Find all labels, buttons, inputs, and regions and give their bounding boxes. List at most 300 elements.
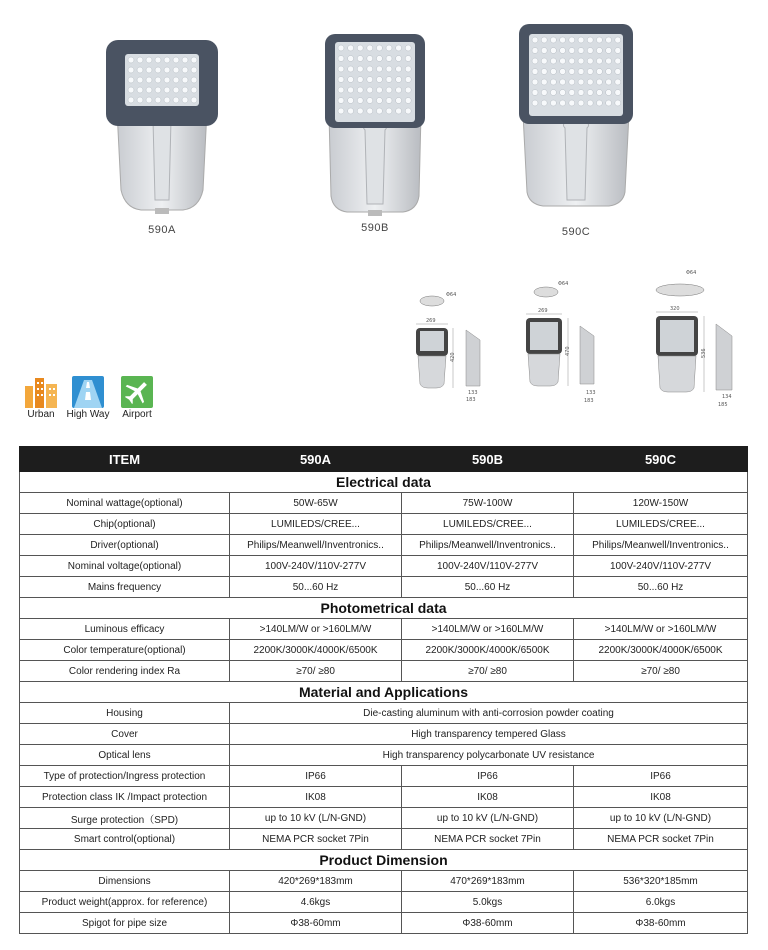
led-chip <box>606 100 612 106</box>
led-chip <box>338 108 344 114</box>
table-row <box>20 829 748 850</box>
table-header-row <box>20 447 748 472</box>
specification-table <box>19 446 748 934</box>
dim-depth-2: 183 <box>584 398 594 404</box>
row-label: Housing <box>20 703 230 724</box>
row-label: Spigot for pipe size <box>20 913 230 934</box>
cell-590a: ≥70/ ≥80 <box>230 661 402 682</box>
led-chip <box>386 87 392 93</box>
led-chip <box>606 90 612 96</box>
led-chip <box>182 87 188 93</box>
led-chip <box>182 77 188 83</box>
cell-all-models: High transparency polycarbonate UV resistance <box>230 745 748 766</box>
cell-590a: IK08 <box>230 787 402 808</box>
led-chip <box>550 69 556 75</box>
led-chip <box>560 48 566 54</box>
led-chip <box>376 98 382 104</box>
cell-590a: >140LM/W or >160LM/W <box>230 619 402 640</box>
led-chip <box>338 77 344 83</box>
dimension-drawing-590a <box>408 290 498 405</box>
cell-590c: 50...60 Hz <box>574 577 748 598</box>
cell-590c: Φ38-60mm <box>574 913 748 934</box>
cell-590b: Philips/Meanwell/Inventronics.. <box>402 535 574 556</box>
led-chip <box>386 108 392 114</box>
table-row <box>20 892 748 913</box>
led-chip <box>578 48 584 54</box>
led-chip <box>173 77 179 83</box>
row-label: Protection class IK /Impact protection <box>20 787 230 808</box>
table-row <box>20 787 748 808</box>
led-chip <box>405 56 411 62</box>
led-chip <box>396 66 402 72</box>
led-chip <box>532 90 538 96</box>
cell-590b: 50...60 Hz <box>402 577 574 598</box>
section-row <box>20 598 748 619</box>
led-chip <box>569 48 575 54</box>
led-chip <box>550 37 556 43</box>
application-label: Urban <box>27 409 55 420</box>
led-chip <box>164 67 170 73</box>
cell-590c: 6.0kgs <box>574 892 748 913</box>
table-row <box>20 640 748 661</box>
cell-590a: 100V-240V/110V-277V <box>230 556 402 577</box>
led-chip <box>367 66 373 72</box>
led-chip <box>173 97 179 103</box>
cell-590c: ≥70/ ≥80 <box>574 661 748 682</box>
dim-phi: Φ64 <box>558 281 569 287</box>
row-label: Optical lens <box>20 745 230 766</box>
section-title: Material and Applications <box>20 682 748 703</box>
led-chip <box>146 77 152 83</box>
cell-590a: 50...60 Hz <box>230 577 402 598</box>
dim-width: 320 <box>670 306 680 312</box>
cell-590b: >140LM/W or >160LM/W <box>402 619 574 640</box>
led-chip <box>348 77 354 83</box>
table-row <box>20 766 748 787</box>
led-chip <box>164 77 170 83</box>
led-chip <box>569 90 575 96</box>
led-chip <box>550 90 556 96</box>
cell-590b: IK08 <box>402 787 574 808</box>
row-label: Dimensions <box>20 871 230 892</box>
section-title: Electrical data <box>20 472 748 493</box>
cell-590c: NEMA PCR socket 7Pin <box>574 829 748 850</box>
led-chip <box>137 77 143 83</box>
cell-all-models: High transparency tempered Glass <box>230 724 748 745</box>
led-chip <box>367 45 373 51</box>
row-label: Luminous efficacy <box>20 619 230 640</box>
section-row <box>20 850 748 871</box>
cell-590a: 4.6kgs <box>230 892 402 913</box>
led-chip <box>560 79 566 85</box>
led-chip <box>569 100 575 106</box>
led-chip <box>587 90 593 96</box>
led-chip <box>405 87 411 93</box>
led-chip <box>587 69 593 75</box>
row-label: Nominal wattage(optional) <box>20 493 230 514</box>
led-chip <box>541 90 547 96</box>
led-chip <box>137 67 143 73</box>
led-chip <box>615 37 621 43</box>
led-chip <box>587 100 593 106</box>
led-chip <box>606 58 612 64</box>
cell-590a: 50W-65W <box>230 493 402 514</box>
led-chip <box>587 58 593 64</box>
dim-depth-2: 183 <box>466 397 476 403</box>
application-urban <box>21 376 61 420</box>
row-label: Mains frequency <box>20 577 230 598</box>
led-chip <box>376 56 382 62</box>
cell-590c: Philips/Meanwell/Inventronics.. <box>574 535 748 556</box>
header-590b: 590B <box>402 447 574 472</box>
cell-590a: LUMILEDS/CREE... <box>230 514 402 535</box>
led-chip <box>396 108 402 114</box>
led-chip <box>146 87 152 93</box>
row-label: Smart control(optional) <box>20 829 230 850</box>
application-label: High Way <box>66 409 110 420</box>
dim-phi: Φ64 <box>446 292 457 298</box>
highway-road-icon <box>70 376 106 408</box>
led-chip <box>569 79 575 85</box>
led-chip <box>191 97 197 103</box>
product-model-label: 590B <box>361 222 389 234</box>
led-chip <box>560 100 566 106</box>
cell-590b: ≥70/ ≥80 <box>402 661 574 682</box>
cell-590c: IP66 <box>574 766 748 787</box>
led-chip <box>606 37 612 43</box>
application-airport <box>117 376 157 420</box>
led-chip <box>128 87 134 93</box>
cell-590a: 420*269*183mm <box>230 871 402 892</box>
dim-height: 420 <box>450 352 456 362</box>
led-chip <box>550 100 556 106</box>
led-chip <box>596 90 602 96</box>
led-chip <box>182 97 188 103</box>
led-chip <box>396 45 402 51</box>
led-chip <box>348 66 354 72</box>
row-label: Nominal voltage(optional) <box>20 556 230 577</box>
led-chip <box>367 98 373 104</box>
cell-590a: 2200K/3000K/4000K/6500K <box>230 640 402 661</box>
led-chip <box>615 69 621 75</box>
led-chip <box>532 69 538 75</box>
led-chip <box>128 57 134 63</box>
cell-590b: up to 10 kV (L/N-GND) <box>402 808 574 829</box>
led-chip <box>532 100 538 106</box>
row-label: Product weight(approx. for reference) <box>20 892 230 913</box>
led-chip <box>578 37 584 43</box>
cell-590b: 75W-100W <box>402 493 574 514</box>
led-chip <box>396 56 402 62</box>
led-chip <box>155 87 161 93</box>
led-chip <box>578 90 584 96</box>
led-chip <box>587 79 593 85</box>
application-highway <box>66 376 110 420</box>
led-chip <box>615 79 621 85</box>
dim-width: 269 <box>426 318 436 324</box>
cell-590c: >140LM/W or >160LM/W <box>574 619 748 640</box>
cell-590b: IP66 <box>402 766 574 787</box>
dimension-drawing-590c <box>650 268 746 410</box>
section-title: Product Dimension <box>20 850 748 871</box>
dim-width: 269 <box>538 308 548 314</box>
cell-590a: IP66 <box>230 766 402 787</box>
cell-590a: Philips/Meanwell/Inventronics.. <box>230 535 402 556</box>
product-model-label: 590C <box>561 226 591 238</box>
dimension-drawing-590b <box>516 278 608 406</box>
led-chip <box>182 67 188 73</box>
led-chip <box>348 108 354 114</box>
led-chip <box>348 87 354 93</box>
cell-590b: NEMA PCR socket 7Pin <box>402 829 574 850</box>
table-row <box>20 577 748 598</box>
led-chip <box>541 37 547 43</box>
applications <box>19 376 159 424</box>
table-row <box>20 913 748 934</box>
table-row <box>20 871 748 892</box>
led-chip <box>155 67 161 73</box>
table-row <box>20 703 748 724</box>
led-chip <box>146 57 152 63</box>
led-chip <box>569 37 575 43</box>
led-chip <box>155 57 161 63</box>
led-chip <box>550 58 556 64</box>
led-chip <box>191 57 197 63</box>
led-chip <box>405 45 411 51</box>
led-chip <box>596 48 602 54</box>
cell-590b: 470*269*183mm <box>402 871 574 892</box>
dim-phi: Φ64 <box>686 270 697 276</box>
led-chip <box>578 100 584 106</box>
led-chip <box>596 58 602 64</box>
led-chip <box>357 56 363 62</box>
led-chip <box>532 37 538 43</box>
led-chip <box>357 87 363 93</box>
led-chip <box>560 37 566 43</box>
led-chip <box>569 58 575 64</box>
cell-590c: 536*320*185mm <box>574 871 748 892</box>
row-label: Surge protection（SPD) <box>20 808 230 829</box>
section-title: Photometrical data <box>20 598 748 619</box>
led-chip <box>357 45 363 51</box>
cell-590a: Φ38-60mm <box>230 913 402 934</box>
row-label: Chip(optional) <box>20 514 230 535</box>
application-label: Airport <box>122 409 152 420</box>
led-chip <box>606 69 612 75</box>
led-chip <box>615 48 621 54</box>
product-590b <box>325 34 425 240</box>
led-chip <box>596 69 602 75</box>
street-light-590b-image <box>325 34 425 216</box>
header-590a: 590A <box>230 447 402 472</box>
cell-590b: 2200K/3000K/4000K/6500K <box>402 640 574 661</box>
row-label: Color rendering index Ra <box>20 661 230 682</box>
street-light-590a-image <box>103 40 221 220</box>
led-chip <box>191 87 197 93</box>
led-chip <box>191 67 197 73</box>
led-chip <box>128 67 134 73</box>
led-chip <box>541 69 547 75</box>
row-label: Driver(optional) <box>20 535 230 556</box>
led-chip <box>191 77 197 83</box>
led-chip <box>578 79 584 85</box>
led-chip <box>173 67 179 73</box>
dim-depth-1: 134 <box>722 394 732 400</box>
led-chip <box>376 45 382 51</box>
led-chip <box>173 87 179 93</box>
table-row <box>20 619 748 640</box>
led-chip <box>164 87 170 93</box>
product-590a <box>103 40 221 240</box>
led-chip <box>596 79 602 85</box>
led-chip <box>386 56 392 62</box>
led-chip <box>348 45 354 51</box>
header-item: ITEM <box>20 447 230 472</box>
led-chip <box>606 79 612 85</box>
led-chip <box>367 87 373 93</box>
cell-all-models: Die-casting aluminum with anti-corrosion powder coating <box>230 703 748 724</box>
cell-590a: NEMA PCR socket 7Pin <box>230 829 402 850</box>
led-chip <box>596 37 602 43</box>
led-chip <box>541 100 547 106</box>
led-chip <box>357 108 363 114</box>
led-chip <box>560 69 566 75</box>
led-chip <box>137 87 143 93</box>
led-chip <box>532 79 538 85</box>
cell-590b: 5.0kgs <box>402 892 574 913</box>
cell-590c: 100V-240V/110V-277V <box>574 556 748 577</box>
led-chip <box>367 77 373 83</box>
led-chip <box>396 98 402 104</box>
led-chip <box>338 45 344 51</box>
led-chip <box>386 98 392 104</box>
dim-height: 536 <box>701 348 707 358</box>
cell-590c: 2200K/3000K/4000K/6500K <box>574 640 748 661</box>
led-chip <box>155 77 161 83</box>
table-row <box>20 808 748 829</box>
row-label: Color temperature(optional) <box>20 640 230 661</box>
table-row <box>20 724 748 745</box>
table-row <box>20 556 748 577</box>
led-chip <box>128 77 134 83</box>
dim-depth-2: 185 <box>718 402 728 408</box>
led-chip <box>146 67 152 73</box>
led-chip <box>396 77 402 83</box>
led-chip <box>578 58 584 64</box>
led-chip <box>578 69 584 75</box>
led-chip <box>532 48 538 54</box>
table-row <box>20 493 748 514</box>
led-chip <box>376 108 382 114</box>
led-chip <box>541 79 547 85</box>
led-chip <box>173 57 179 63</box>
led-chip <box>357 66 363 72</box>
led-chip <box>338 66 344 72</box>
led-chip <box>615 90 621 96</box>
led-chip <box>357 98 363 104</box>
led-chip <box>405 77 411 83</box>
table-row <box>20 745 748 766</box>
led-chip <box>587 48 593 54</box>
led-chip <box>615 100 621 106</box>
led-chip <box>405 66 411 72</box>
cell-590b: Φ38-60mm <box>402 913 574 934</box>
led-chip <box>405 108 411 114</box>
section-row <box>20 682 748 703</box>
cell-590c: LUMILEDS/CREE... <box>574 514 748 535</box>
led-chip <box>128 97 134 103</box>
cell-590c: up to 10 kV (L/N-GND) <box>574 808 748 829</box>
led-chip <box>386 66 392 72</box>
led-chip <box>569 69 575 75</box>
city-buildings-icon <box>23 376 59 408</box>
street-light-590c-image <box>519 24 633 210</box>
led-chip <box>560 58 566 64</box>
section-row <box>20 472 748 493</box>
led-chip <box>541 48 547 54</box>
led-chip <box>146 97 152 103</box>
led-chip <box>587 37 593 43</box>
led-chip <box>550 79 556 85</box>
product-590c <box>519 24 633 240</box>
led-chip <box>541 58 547 64</box>
cell-590c: 120W-150W <box>574 493 748 514</box>
led-chip <box>367 56 373 62</box>
led-chip <box>596 100 602 106</box>
row-label: Cover <box>20 724 230 745</box>
led-chip <box>164 57 170 63</box>
product-model-label: 590A <box>148 224 176 236</box>
led-chip <box>386 77 392 83</box>
led-chip <box>137 97 143 103</box>
led-chip <box>550 48 556 54</box>
led-chip <box>376 87 382 93</box>
led-chip <box>396 87 402 93</box>
cell-590a: up to 10 kV (L/N-GND) <box>230 808 402 829</box>
led-chip <box>357 77 363 83</box>
table-row <box>20 514 748 535</box>
led-chip <box>606 48 612 54</box>
led-chip <box>137 57 143 63</box>
row-label: Type of protection/Ingress protection <box>20 766 230 787</box>
airplane-icon <box>119 376 155 408</box>
led-chip <box>376 66 382 72</box>
dim-depth-1: 133 <box>468 390 478 396</box>
led-chip <box>376 77 382 83</box>
led-chip <box>155 97 161 103</box>
led-chip <box>560 90 566 96</box>
led-chip <box>367 108 373 114</box>
table-row <box>20 661 748 682</box>
cell-590b: LUMILEDS/CREE... <box>402 514 574 535</box>
dim-height: 470 <box>565 346 571 356</box>
led-chip <box>164 97 170 103</box>
cell-590b: 100V-240V/110V-277V <box>402 556 574 577</box>
cell-590c: IK08 <box>574 787 748 808</box>
led-chip <box>348 56 354 62</box>
led-chip <box>615 58 621 64</box>
led-chip <box>182 57 188 63</box>
header-590c: 590C <box>574 447 748 472</box>
led-chip <box>338 98 344 104</box>
dim-depth-1: 133 <box>586 390 596 396</box>
led-chip <box>386 45 392 51</box>
led-chip <box>348 98 354 104</box>
led-chip <box>338 87 344 93</box>
led-chip <box>338 56 344 62</box>
table-row <box>20 535 748 556</box>
led-chip <box>405 98 411 104</box>
